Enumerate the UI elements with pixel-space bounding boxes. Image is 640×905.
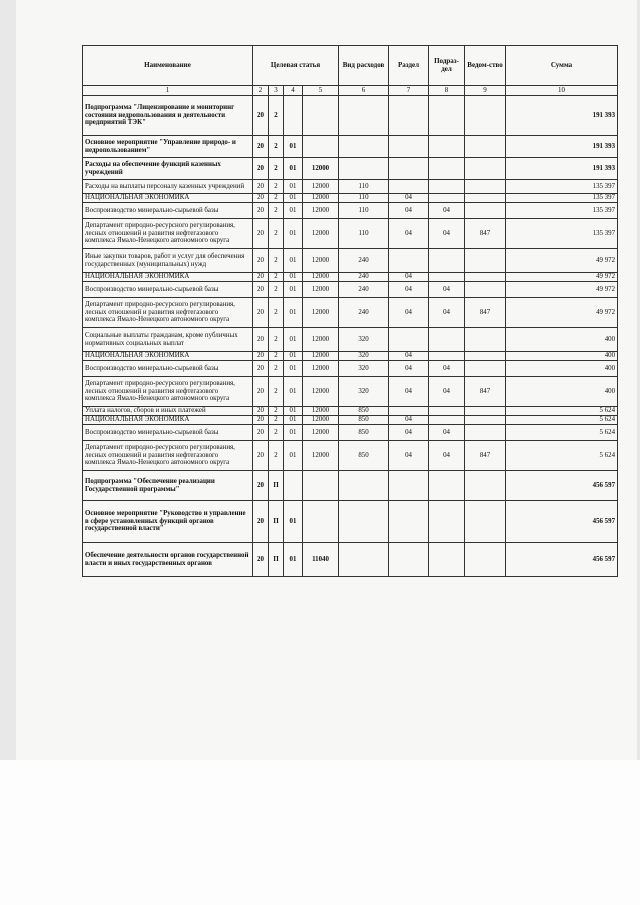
row-expense-type: 240 (339, 282, 389, 298)
row-program-code: 20 (253, 425, 269, 441)
row-activity-code: 01 (284, 219, 303, 249)
row-activity-code: 01 (284, 352, 303, 361)
row-expense-type: 320 (339, 377, 389, 407)
table-row (83, 352, 618, 361)
table-row (83, 441, 618, 471)
row-program-code: 20 (253, 180, 269, 194)
table-row (83, 180, 618, 194)
row-subprogram-code: 2 (269, 298, 284, 328)
row-subprogram-code: 2 (269, 194, 284, 203)
row-program-code: 20 (253, 158, 269, 180)
row-department (465, 203, 506, 219)
table-row (83, 543, 618, 577)
row-program-code: 20 (253, 471, 269, 501)
column-number-row (83, 86, 618, 96)
row-activity-code: 01 (284, 407, 303, 416)
row-amount: 400 (506, 328, 618, 352)
row-amount: 400 (506, 361, 618, 377)
row-amount: 456 597 (506, 543, 618, 577)
row-department (465, 194, 506, 203)
row-subprogram-code: 2 (269, 441, 284, 471)
row-section (389, 407, 429, 416)
header-expense-type: Вид расходов (339, 46, 389, 86)
row-direction-code: 12000 (303, 282, 339, 298)
row-direction-code (303, 501, 339, 543)
row-subprogram-code: П (269, 471, 284, 501)
header-subsection: Подраз-дел (429, 46, 465, 86)
row-subsection (429, 501, 465, 543)
row-section: 04 (389, 298, 429, 328)
row-expense-type: 110 (339, 203, 389, 219)
row-expense-type: 240 (339, 298, 389, 328)
row-activity-code: 01 (284, 203, 303, 219)
row-amount: 400 (506, 377, 618, 407)
row-program-code: 20 (253, 352, 269, 361)
row-subsection (429, 543, 465, 577)
row-expense-type (339, 471, 389, 501)
row-name: НАЦИОНАЛЬНАЯ ЭКОНОМИКА (83, 194, 253, 203)
row-subprogram-code: П (269, 501, 284, 543)
table-row (83, 407, 618, 416)
row-direction-code (303, 96, 339, 136)
header-department: Ведом-ство (465, 46, 506, 86)
row-subsection: 04 (429, 425, 465, 441)
header-target-article: Целевая статья (253, 46, 339, 86)
header-name: Наименование (83, 46, 253, 86)
row-expense-type: 110 (339, 180, 389, 194)
column-number: 7 (389, 86, 429, 96)
row-direction-code (303, 136, 339, 158)
row-section (389, 136, 429, 158)
row-activity-code: 01 (284, 282, 303, 298)
row-expense-type: 110 (339, 194, 389, 203)
table-row (83, 328, 618, 352)
row-amount: 5 624 (506, 441, 618, 471)
row-amount: 5 624 (506, 407, 618, 416)
row-activity-code: 01 (284, 441, 303, 471)
row-section: 04 (389, 219, 429, 249)
row-expense-type (339, 136, 389, 158)
row-name: Основное мероприятие "Руководство и управление в сфере установленных функций органов государственной власти" (83, 501, 253, 543)
row-expense-type: 320 (339, 328, 389, 352)
row-section: 04 (389, 282, 429, 298)
table-row (83, 298, 618, 328)
row-subprogram-code: 2 (269, 377, 284, 407)
row-subprogram-code: 2 (269, 352, 284, 361)
row-direction-code: 12000 (303, 298, 339, 328)
row-amount: 49 972 (506, 273, 618, 282)
row-expense-type: 320 (339, 352, 389, 361)
row-department (465, 328, 506, 352)
row-program-code: 20 (253, 361, 269, 377)
row-subsection (429, 352, 465, 361)
row-subsection (429, 273, 465, 282)
row-department (465, 543, 506, 577)
row-program-code: 20 (253, 96, 269, 136)
row-program-code: 20 (253, 194, 269, 203)
row-activity-code: 01 (284, 416, 303, 425)
row-program-code: 20 (253, 203, 269, 219)
row-program-code: 20 (253, 501, 269, 543)
column-number: 1 (83, 86, 253, 96)
row-section (389, 543, 429, 577)
row-direction-code: 12000 (303, 328, 339, 352)
row-direction-code: 11040 (303, 543, 339, 577)
table-row (83, 194, 618, 203)
column-number: 6 (339, 86, 389, 96)
row-subprogram-code: 2 (269, 425, 284, 441)
column-number: 3 (269, 86, 284, 96)
row-subsection (429, 136, 465, 158)
row-activity-code (284, 471, 303, 501)
row-subsection (429, 416, 465, 425)
row-department (465, 425, 506, 441)
row-subprogram-code: 2 (269, 219, 284, 249)
row-section: 04 (389, 416, 429, 425)
row-subsection (429, 180, 465, 194)
row-direction-code: 12000 (303, 203, 339, 219)
row-direction-code: 12000 (303, 194, 339, 203)
row-direction-code: 12000 (303, 219, 339, 249)
row-subprogram-code: 2 (269, 416, 284, 425)
header-section: Раздел (389, 46, 429, 86)
row-amount: 5 624 (506, 416, 618, 425)
row-department (465, 249, 506, 273)
row-section (389, 471, 429, 501)
row-amount: 49 972 (506, 249, 618, 273)
table-row (83, 425, 618, 441)
table-row (83, 377, 618, 407)
row-subprogram-code: 2 (269, 180, 284, 194)
row-expense-type: 850 (339, 425, 389, 441)
row-department (465, 273, 506, 282)
row-expense-type: 850 (339, 441, 389, 471)
row-subprogram-code: 2 (269, 96, 284, 136)
row-amount: 135 397 (506, 180, 618, 194)
row-name: Департамент природно-ресурсного регулирования, лесных отношений и развития нефтегазового комплекса Ямало-Ненецкого автономного округа (83, 219, 253, 249)
row-program-code: 20 (253, 328, 269, 352)
row-department: 847 (465, 441, 506, 471)
row-name: Воспроизводство минерально-сырьевой базы (83, 425, 253, 441)
row-name: Иные закупки товаров, работ и услуг для обеспечения государственных (муниципальных) нужд (83, 249, 253, 273)
row-amount: 456 597 (506, 501, 618, 543)
row-name: Департамент природно-ресурсного регулирования, лесных отношений и развития нефтегазового комплекса Ямало-Ненецкого автономного округа (83, 441, 253, 471)
table-row (83, 96, 618, 136)
row-amount: 135 397 (506, 203, 618, 219)
row-direction-code: 12000 (303, 441, 339, 471)
row-activity-code: 01 (284, 194, 303, 203)
row-program-code: 20 (253, 407, 269, 416)
row-activity-code: 01 (284, 377, 303, 407)
row-program-code: 20 (253, 441, 269, 471)
row-name: Воспроизводство минерально-сырьевой базы (83, 282, 253, 298)
row-program-code: 20 (253, 219, 269, 249)
row-activity-code: 01 (284, 298, 303, 328)
row-department (465, 352, 506, 361)
row-subsection (429, 407, 465, 416)
row-department (465, 416, 506, 425)
row-program-code: 20 (253, 273, 269, 282)
column-number: 10 (506, 86, 618, 96)
table-row (83, 219, 618, 249)
row-program-code: 20 (253, 298, 269, 328)
row-subprogram-code: 2 (269, 328, 284, 352)
row-subsection (429, 471, 465, 501)
column-number: 4 (284, 86, 303, 96)
row-amount: 191 393 (506, 158, 618, 180)
row-activity-code: 01 (284, 361, 303, 377)
row-subsection: 04 (429, 219, 465, 249)
row-subsection: 04 (429, 203, 465, 219)
row-name: НАЦИОНАЛЬНАЯ ЭКОНОМИКА (83, 416, 253, 425)
row-amount: 135 397 (506, 219, 618, 249)
table-row (83, 203, 618, 219)
row-section (389, 158, 429, 180)
row-activity-code: 01 (284, 425, 303, 441)
row-name: Уплата налогов, сборов и иных платежей (83, 407, 253, 416)
row-activity-code: 01 (284, 543, 303, 577)
row-department: 847 (465, 298, 506, 328)
column-number: 2 (253, 86, 269, 96)
row-activity-code: 01 (284, 501, 303, 543)
row-expense-type: 850 (339, 407, 389, 416)
row-program-code: 20 (253, 377, 269, 407)
table-row (83, 158, 618, 180)
row-expense-type: 240 (339, 249, 389, 273)
row-subsection (429, 194, 465, 203)
row-name: Подпрограмма "Обеспечение реализации Государственной программы" (83, 471, 253, 501)
row-department (465, 96, 506, 136)
row-activity-code: 01 (284, 328, 303, 352)
row-program-code: 20 (253, 543, 269, 577)
row-name: Воспроизводство минерально-сырьевой базы (83, 361, 253, 377)
row-name: Расходы на выплаты персоналу казенных учреждений (83, 180, 253, 194)
row-subprogram-code: 2 (269, 361, 284, 377)
row-direction-code: 12000 (303, 361, 339, 377)
row-direction-code: 12000 (303, 377, 339, 407)
row-amount: 5 624 (506, 425, 618, 441)
row-subsection (429, 328, 465, 352)
row-subsection (429, 158, 465, 180)
header-amount: Сумма (506, 46, 618, 86)
row-activity-code (284, 96, 303, 136)
row-department (465, 471, 506, 501)
row-expense-type (339, 158, 389, 180)
row-expense-type: 320 (339, 361, 389, 377)
row-subsection (429, 249, 465, 273)
column-number: 9 (465, 86, 506, 96)
row-name: Социальные выплаты гражданам, кроме публичных нормативных социальных выплат (83, 328, 253, 352)
table-row (83, 136, 618, 158)
row-subprogram-code: 2 (269, 249, 284, 273)
row-amount: 456 597 (506, 471, 618, 501)
row-activity-code: 01 (284, 158, 303, 180)
row-section: 04 (389, 352, 429, 361)
row-direction-code: 12000 (303, 273, 339, 282)
row-subprogram-code: 2 (269, 203, 284, 219)
row-department (465, 180, 506, 194)
row-expense-type (339, 501, 389, 543)
row-department (465, 282, 506, 298)
row-amount: 49 972 (506, 298, 618, 328)
row-program-code: 20 (253, 136, 269, 158)
row-subsection: 04 (429, 377, 465, 407)
row-subprogram-code: П (269, 543, 284, 577)
row-subprogram-code: 2 (269, 158, 284, 180)
row-direction-code: 12000 (303, 158, 339, 180)
row-program-code: 20 (253, 282, 269, 298)
row-expense-type (339, 96, 389, 136)
row-name: Основное мероприятие "Управление природо- и недропользованием" (83, 136, 253, 158)
row-section: 04 (389, 361, 429, 377)
row-section: 04 (389, 273, 429, 282)
row-subsection (429, 96, 465, 136)
row-subprogram-code: 2 (269, 136, 284, 158)
table-row (83, 361, 618, 377)
row-section: 04 (389, 377, 429, 407)
row-activity-code: 01 (284, 136, 303, 158)
table-row (83, 273, 618, 282)
row-name: Воспроизводство минерально-сырьевой базы (83, 203, 253, 219)
row-department: 847 (465, 377, 506, 407)
row-amount: 191 393 (506, 96, 618, 136)
row-section (389, 180, 429, 194)
row-direction-code: 12000 (303, 180, 339, 194)
blank-page-area (0, 760, 640, 905)
row-activity-code: 01 (284, 180, 303, 194)
row-expense-type (339, 543, 389, 577)
row-name: Подпрограмма "Лицензирование и мониторинг состояния недропользования и деятельности предприятий ТЭК" (83, 96, 253, 136)
row-name: Обеспечение деятельности органов государственной власти и иных государственных органов (83, 543, 253, 577)
row-subsection: 04 (429, 282, 465, 298)
row-direction-code: 12000 (303, 249, 339, 273)
row-direction-code: 12000 (303, 352, 339, 361)
row-subprogram-code: 2 (269, 282, 284, 298)
column-number: 8 (429, 86, 465, 96)
row-direction-code: 12000 (303, 425, 339, 441)
row-expense-type: 240 (339, 273, 389, 282)
row-expense-type: 110 (339, 219, 389, 249)
row-section: 04 (389, 441, 429, 471)
row-department (465, 407, 506, 416)
table-row (83, 471, 618, 501)
row-name: Расходы на обеспечение функций казенных учреждений (83, 158, 253, 180)
table-row (83, 416, 618, 425)
row-amount: 191 393 (506, 136, 618, 158)
row-subprogram-code: 2 (269, 407, 284, 416)
row-section: 04 (389, 194, 429, 203)
budget-table (82, 45, 618, 577)
row-direction-code: 12000 (303, 407, 339, 416)
row-department (465, 158, 506, 180)
row-activity-code: 01 (284, 249, 303, 273)
row-department (465, 136, 506, 158)
row-name: НАЦИОНАЛЬНАЯ ЭКОНОМИКА (83, 352, 253, 361)
row-subsection: 04 (429, 298, 465, 328)
row-amount: 49 972 (506, 282, 618, 298)
row-program-code: 20 (253, 416, 269, 425)
row-amount: 135 397 (506, 194, 618, 203)
row-section (389, 96, 429, 136)
row-direction-code: 12000 (303, 416, 339, 425)
row-department (465, 501, 506, 543)
table-row (83, 282, 618, 298)
column-number: 5 (303, 86, 339, 96)
row-section: 04 (389, 203, 429, 219)
table-row (83, 249, 618, 273)
row-subsection: 04 (429, 361, 465, 377)
table-row (83, 501, 618, 543)
row-name: НАЦИОНАЛЬНАЯ ЭКОНОМИКА (83, 273, 253, 282)
row-expense-type: 850 (339, 416, 389, 425)
row-subsection: 04 (429, 441, 465, 471)
row-amount: 400 (506, 352, 618, 361)
row-name: Департамент природно-ресурсного регулирования, лесных отношений и развития нефтегазового комплекса Ямало-Ненецкого автономного округа (83, 298, 253, 328)
row-section (389, 249, 429, 273)
row-program-code: 20 (253, 249, 269, 273)
row-section (389, 328, 429, 352)
row-activity-code: 01 (284, 273, 303, 282)
row-name: Департамент природно-ресурсного регулирования, лесных отношений и развития нефтегазового комплекса Ямало-Ненецкого автономного округа (83, 377, 253, 407)
row-section: 04 (389, 425, 429, 441)
row-department: 847 (465, 219, 506, 249)
row-subprogram-code: 2 (269, 273, 284, 282)
row-section (389, 501, 429, 543)
row-department (465, 361, 506, 377)
row-direction-code (303, 471, 339, 501)
